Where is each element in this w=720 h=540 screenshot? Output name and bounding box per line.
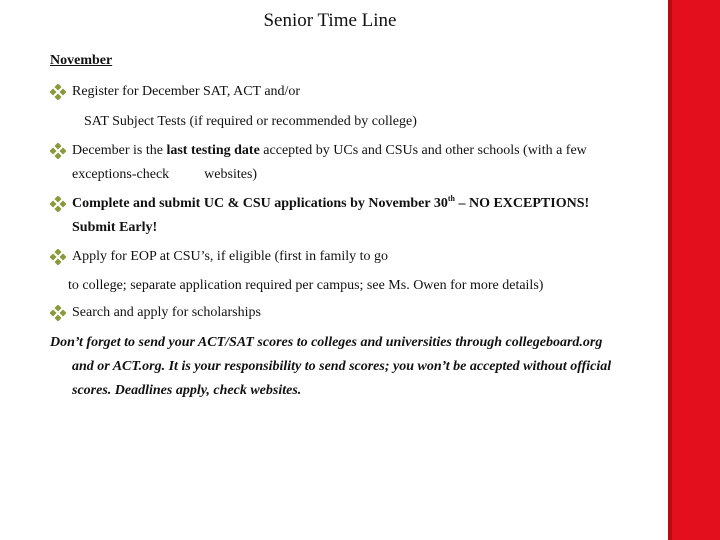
note-line-2: and or ACT.org. It is your responsibility to send scores; you won’t be accepted without official	[72, 359, 612, 374]
bullet-5-line-1: Search and apply for scholarships	[72, 305, 261, 320]
bullet-3-line-1	[72, 195, 589, 213]
page-title: Senior Time Line	[263, 10, 397, 31]
bullet-4-line-2: to college; separate application required per campus; see Ms. Owen for more details)	[68, 278, 544, 293]
accent-bar	[668, 0, 720, 540]
diamond-bullet-icon	[50, 143, 66, 159]
bullet-2-text-post: accepted by UCs and CSUs and other schools (with a few	[259, 143, 587, 158]
diamond-bullet-icon	[50, 305, 66, 321]
bullet-1-line-2: SAT Subject Tests (if required or recommended by college)	[84, 114, 417, 129]
bullet-1-line-1: Register for December SAT, ACT and/or	[72, 84, 301, 99]
note-line-3: scores. Deadlines apply, check websites.	[72, 383, 302, 398]
diamond-bullet-icon	[50, 84, 66, 100]
bullet-3-line-2: Submit Early!	[72, 220, 158, 235]
accent-bar-edge	[668, 0, 672, 540]
diamond-bullet-icon	[50, 196, 66, 212]
bullet-4-line-1: Apply for EOP at CSU’s, if eligible (first in family to go	[72, 249, 389, 264]
bullet-2-text-bold: last testing date	[166, 143, 260, 158]
bullet-2-text-pre: December is the	[72, 143, 167, 158]
diamond-bullet-icon	[50, 249, 66, 265]
bullet-2-line-2: exceptions-check websites)	[72, 167, 258, 182]
note-line-1: Don’t forget to send your ACT/SAT scores to colleges and universities through collegeboard.org	[50, 335, 603, 350]
bullet-2-line-1	[72, 142, 587, 160]
section-heading: November	[50, 53, 113, 68]
bullet-3-sup: th	[447, 194, 455, 203]
bullet-3-text-pre: Complete and submit UC & CSU applications by November 30	[72, 196, 448, 211]
bullet-3-text-post: – NO EXCEPTIONS!	[454, 196, 590, 211]
